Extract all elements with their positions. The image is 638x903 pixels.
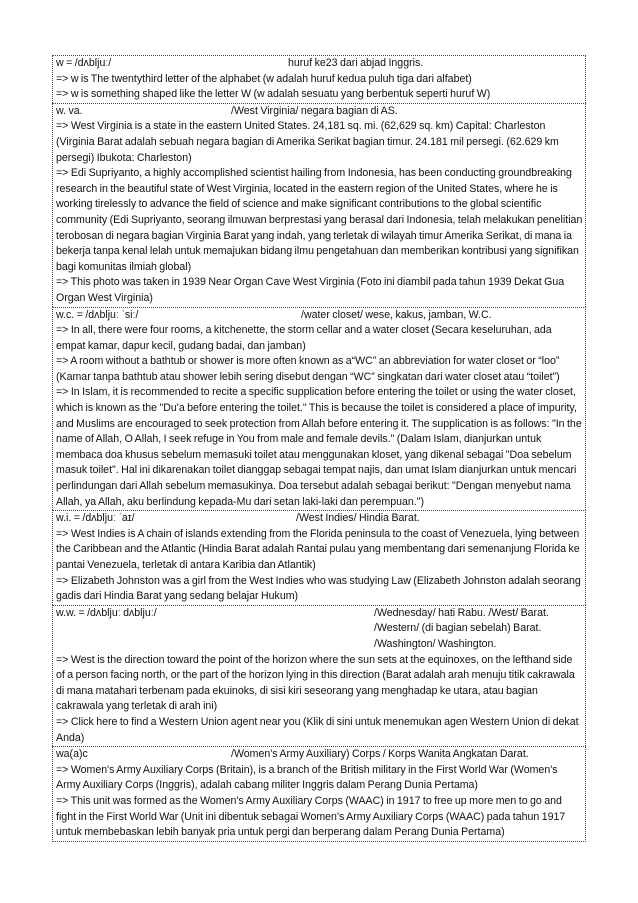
entry-term: w = /dʌbljuː/	[56, 57, 112, 69]
entry-example: => West Indies is A chain of islands extending from the Florida peninsula to the coast of Venezuela, lying between the Caribbean and the Atlantic (Hindia Barat adalah Rantai pulau yang membentang dari semenanjung Florida ke pantai Venezuela, terletak di antara Karibia dan Atlantik)	[56, 527, 580, 571]
dictionary-entry	[52, 605, 586, 746]
entry-headword-line	[56, 747, 583, 763]
entry-term: w.w. = /dʌbljuː dʌbljuː/	[56, 606, 157, 619]
entry-headword-line	[56, 104, 583, 120]
entry-headword-line	[56, 308, 583, 324]
entry-headword-line	[56, 56, 583, 72]
entry-definition: huruf ke23 dari abjad Inggris.	[288, 57, 424, 69]
entry-example: => w is The twentythird letter of the alphabet (w adalah huruf kedua puluh tiga dari alfabet)	[56, 72, 472, 85]
entry-example: => In Islam, it is recommended to recite a specific supplication before entering the toilet or using the water closet, which is known as the "Du'a before entering the toilet." This is because the toilet is considered a place of impurity, and Muslims are encouraged to seek protection from Allah before entering it. The supplication is as follows: "In the name of Allah, O Allah, I seek refuge in You from male and female devils." (Dalam Islam, dianjurkan untuk membaca doa khusus sebelum memasuki toilet atau menggunakan kloset, yang dikenal sebagai "Doa sebelum masuk toilet". Hal ini dikarenakan toilet dianggap sebagai tempat najis, dan umat Islam dianjurkan untuk mencari perlindungan dari Allah sebelum memasukinya. Doa tersebut adalah sebagai berikut: "Dengan menyebut nama Allah, ya Allah, aku berlindung kepada-Mu dari setan laki-laki dan perempuan.")	[56, 386, 582, 508]
dictionary-entry	[52, 746, 586, 842]
entry-definition: /Women's Army Auxiliary) Corps / Korps Wanita Angkatan Darat.	[231, 748, 529, 761]
dictionary-page	[52, 55, 586, 842]
entry-definition: /West Virginia/ negara bagian di AS.	[231, 104, 398, 117]
entry-example: => A room without a bathtub or shower is more often known as a“WC” an abbreviation for water closet or “loo” (Kamar tanpa bathtub atau shower lebih sering disebut dengan “WC” singkatan dari water closet atau “toilet”)	[56, 355, 560, 383]
entry-example: => In all, there were four rooms, a kitchenette, the storm cellar and a water closet (Secara keseluruhan, ada empat kamar, dapur kecil, gudang badai, dan jamban)	[56, 324, 552, 352]
dictionary-entry	[52, 307, 586, 511]
entry-definition: /West Indies/ Hindia Barat.	[296, 512, 420, 525]
entry-term: w. va.	[56, 104, 83, 117]
entry-headword-line	[56, 511, 583, 527]
dictionary-entry	[52, 103, 586, 307]
entry-example: => Click here to find a Western Union agent near you (Klik di sini untuk menemukan agen Western Union di dekat Anda)	[56, 715, 579, 744]
entry-example: => Women's Army Auxiliary Corps (Britain), is a branch of the British military in the First World War (Women's Army Auxiliary Corps (Inggris), adalah cabang militer Inggris dalam Perang Dunia Pertama)	[56, 763, 558, 792]
entry-example: => This unit was formed as the Women's Army Auxiliary Corps (WAAC) in 1917 to free up more men to go and fight in the First World War (Unit ini dibentuk sebagai Women's Army Auxiliary Corps (WAAC) pada tahun 1917 untuk membebaskan lebih banyak pria untuk pergi dan berperang dalam Perang Dunia Pertama)	[56, 794, 566, 839]
entry-example: => This photo was taken in 1939 Near Organ Cave West Virginia (Foto ini diambil pada tahun 1939 Dekat Gua Organ West Virginia)	[56, 276, 565, 304]
entry-example: => West Virginia is a state in the eastern United States. 24,181 sq. mi. (62,629 sq. km) Capital: Charleston (Virginia Barat adalah sebuah negara bagian di Amerika Serikat bagian timur. 24.181 mil persegi. (62.629 km persegi) Ibukota: Charleston)	[56, 120, 559, 164]
entry-example: => West is the direction toward the point of the horizon where the sun sets at the equinoxes, on the lefthand side of a person facing north, or the part of the horizon lying in this direction (Barat adalah arah menuju titik cakrawala di mana matahari terbenam pada ekuinoks, di sisi kiri seseorang yang menghadap ke utara, atau bagian cakrawala yang terletak di arah ini)	[56, 653, 575, 713]
entry-definition: /water closet/ wese, kakus, jamban, W.C.	[301, 308, 492, 321]
entry-headword-line	[56, 606, 583, 653]
entry-term: w.c. = /dʌbljuː ˈsiː/	[56, 308, 139, 321]
dictionary-entry	[52, 510, 586, 605]
entry-example: => w is something shaped like the letter W (w adalah sesuatu yang berbentuk seperti huruf W)	[56, 88, 491, 101]
entry-example: => Elizabeth Johnston was a girl from the West Indies who was studying Law (Elizabeth Johnston adalah seorang gadis dari Hindia Barat yang sedang belajar Hukum)	[56, 574, 581, 603]
dictionary-entry	[52, 55, 586, 103]
entry-term: w.i. = /dʌbljuː ˈaɪ/	[56, 512, 135, 525]
entry-example: => Edi Supriyanto, a highly accomplished scientist hailing from Indonesia, has been conducting groundbreaking research in the beautiful state of West Virginia, located in the eastern region of the United States, where he is working tirelessly to advance the field of science and make significant contributions to the global scientific community (Edi Supriyanto, seorang ilmuwan berprestasi yang berasal dari Indonesia, telah melakukan penelitian terobosan di negara bagian Virginia Barat yang indah, yang terletak di wilayah timur Amerika Serikat, di mana ia bekerja tanpa kenal lelah untuk memajukan bidang ilmu pengetahuan dan memberikan kontribusi yang signifikan bagi komunitas ilmiah global)	[56, 167, 583, 273]
entry-term: wa(a)c	[56, 748, 88, 761]
entry-definition: /Wednesday/ hati Rabu. /West/ Barat. /Western/ (di bagian sebelah) Barat. /Washington/ Washington.	[374, 606, 549, 650]
